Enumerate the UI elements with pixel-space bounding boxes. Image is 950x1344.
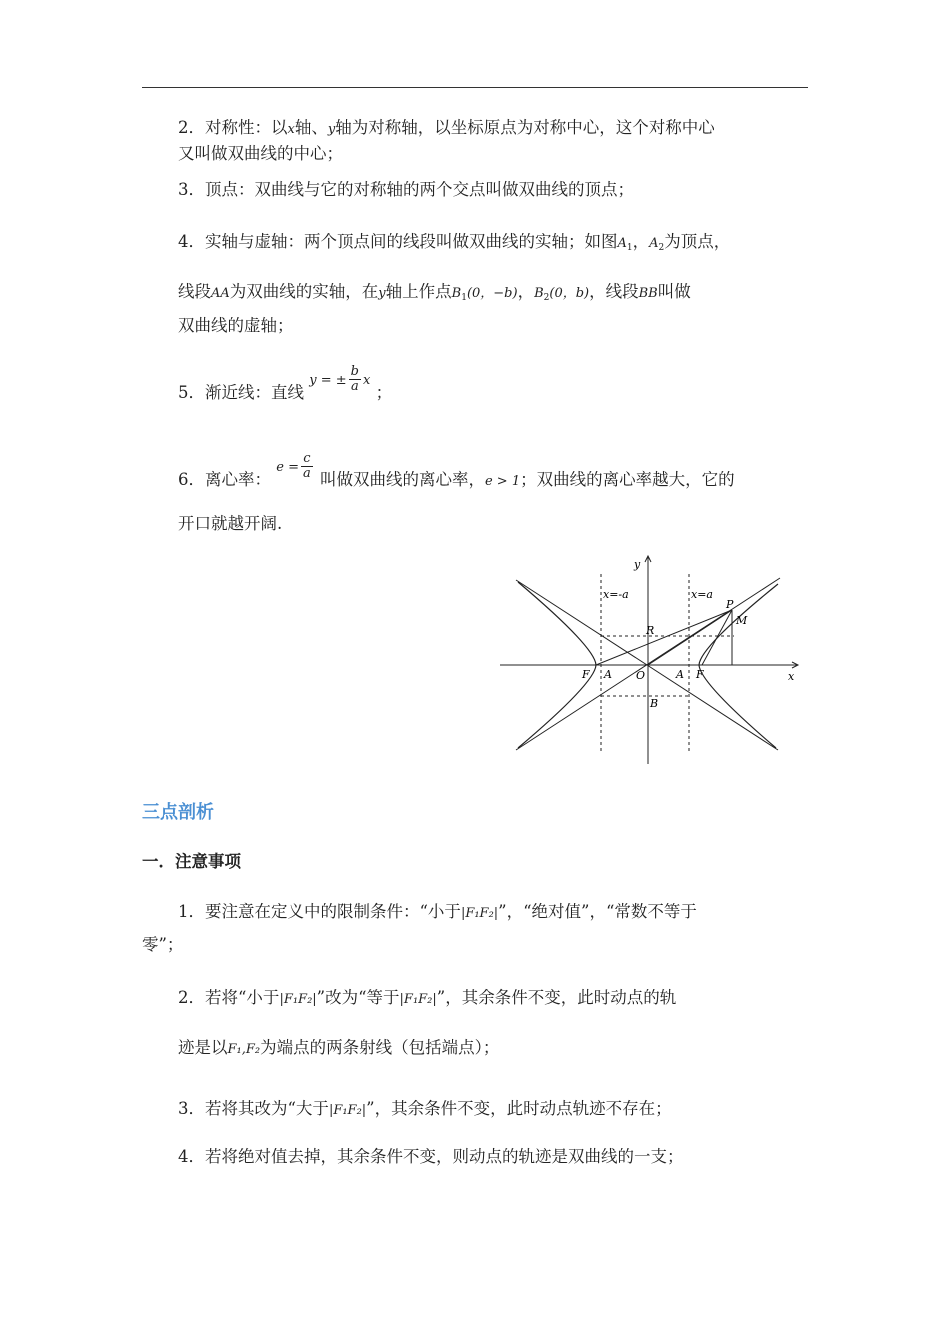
label-F1: F: [582, 668, 590, 681]
label-x-pos-a: x=a: [691, 588, 713, 601]
p2-x: x: [287, 122, 295, 137]
p4-B1-coord: (0，−b): [466, 286, 518, 301]
p4-A1A2: AA: [211, 286, 230, 301]
n3-b: ”，其余条件不变，此时动点轨迹不存在；: [366, 1099, 672, 1118]
paragraph-symmetry: [178, 116, 808, 166]
n2-l2b: 为端点的两条射线（包括端点）；: [260, 1038, 500, 1057]
header-rule: [142, 87, 808, 88]
label-y: y: [634, 558, 641, 571]
right-branch: [699, 584, 778, 748]
line-F2-P: [702, 610, 732, 665]
label-A2: A: [676, 668, 684, 681]
label-M: M: [736, 614, 748, 627]
note-2: [178, 986, 808, 1012]
p5-fraction: [349, 365, 361, 394]
label-B1: B: [650, 697, 659, 710]
p2-y: y: [327, 122, 336, 137]
label-A1: A: [604, 668, 612, 681]
sub: 1: [626, 243, 633, 253]
p4-B2: B: [534, 286, 544, 301]
paragraph-axes-line3: [178, 314, 808, 338]
p3-text: 3．顶点：双曲线与它的对称轴的两个交点叫做双曲线的顶点；: [178, 180, 634, 199]
p4-A2: A: [649, 236, 659, 251]
label-F2: F: [696, 668, 704, 681]
hyperbola-figure: [500, 552, 805, 767]
n2-a: 2．若将“小于: [178, 988, 280, 1007]
p5-x: x: [362, 373, 371, 388]
n1-line2: 零”；: [142, 935, 184, 954]
p4-B1B2: BB: [638, 286, 658, 301]
paragraph-asymptote: [178, 365, 808, 405]
p2-mid: 轴、: [294, 118, 328, 137]
p4-l2a: 线段: [178, 282, 211, 301]
hyperbola-svg: [500, 552, 805, 767]
note-4: [178, 1145, 808, 1169]
p5-den: a: [350, 379, 359, 394]
n2-b: ”改为“等于: [316, 988, 400, 1007]
label-O: O: [636, 669, 646, 682]
paragraph-eccentricity: [178, 452, 808, 494]
p6-b: 叫做双曲线的离心率，: [319, 470, 485, 489]
paragraph-axes-line2: [178, 280, 808, 310]
p4-sep: ，: [517, 282, 535, 301]
paragraph-vertex: [178, 178, 808, 202]
p6-num: c: [301, 452, 313, 467]
paragraph-eccentricity-line2: [178, 512, 808, 536]
p2-rest: 轴为对称轴，以坐标原点为对称中心，这个对称中心: [335, 118, 715, 137]
p6-text: 6．离心率：: [178, 470, 271, 489]
line-O-P: [648, 610, 732, 665]
note-1: [178, 900, 808, 926]
n2-F: F₁,F₂: [227, 1042, 261, 1057]
p4-A1: A: [617, 236, 627, 251]
n1-b: ”，“绝对值”，“常数不等于: [498, 902, 697, 921]
label-x-neg-a: x=-a: [603, 588, 629, 601]
p4-l3: 双曲线的虚轴；: [178, 316, 294, 335]
n1-abs: |F₁F₂|: [460, 906, 499, 921]
p2-text: 2．对称性：以: [178, 118, 288, 137]
p6-cond: e > 1: [484, 474, 521, 489]
n2-l2a: 迹是以: [178, 1038, 228, 1057]
p4-l2e: 叫做: [657, 282, 691, 301]
n4: 4．若将绝对值去掉，其余条件不变，则动点的轨迹是双曲线的一支；: [178, 1147, 684, 1166]
n2-c: ”，其余条件不变，此时动点的轨: [436, 988, 677, 1007]
p5-num: b: [350, 364, 359, 379]
note-2-line2: [178, 1036, 808, 1062]
p6-fraction: [301, 452, 313, 481]
paragraph-axes: [178, 230, 808, 260]
p4-l2c: 轴上作点: [385, 282, 452, 301]
n3-abs: |F₁F₂|: [328, 1103, 367, 1118]
p4-text: 4．实轴与虚轴：两个顶点间的线段叫做双曲线的实轴；如图: [178, 232, 618, 251]
label-P: P: [726, 598, 734, 611]
label-x: x: [788, 670, 795, 683]
p4-b: 为顶点，: [664, 232, 731, 251]
p6-c: ；双曲线的离心率越大，它的: [520, 470, 735, 489]
p4-l2y: y: [378, 286, 386, 301]
section-subtitle: 一．注意事项: [142, 852, 241, 871]
label-R: R: [646, 624, 655, 637]
p5-eq-left: y = ±: [309, 373, 347, 388]
note-1-line2: [142, 933, 183, 957]
note-3: [178, 1097, 808, 1123]
p4-l2d: ，线段: [589, 282, 639, 301]
sub: 1: [461, 293, 467, 303]
n1-a: 1．要注意在定义中的限制条件：“小于: [178, 902, 461, 921]
p4-B2-coord: (0，b): [549, 286, 590, 301]
p5-end: ；: [375, 383, 393, 402]
p4-l2b: 为双曲线的实轴，在: [229, 282, 379, 301]
p4-B1: B: [451, 286, 462, 301]
sub: 2: [658, 243, 665, 253]
p2-line2: 又叫做双曲线的中心；: [178, 144, 343, 163]
n2-abs2: |F₁F₂|: [399, 992, 437, 1007]
section-title: 三点剖析: [142, 802, 214, 823]
p6-line2: 开口就越开阔.: [178, 514, 283, 533]
p4-comma: ，: [632, 232, 650, 251]
line-F1-P: [596, 610, 732, 665]
p6-den: a: [302, 466, 311, 481]
p6-e: e =: [276, 460, 299, 475]
n2-abs1: |F₁F₂|: [279, 992, 317, 1007]
p5-text: 5．渐近线：直线: [178, 383, 304, 402]
n3-a: 3．若将其改为“大于: [178, 1099, 329, 1118]
sub: 2: [543, 293, 550, 303]
